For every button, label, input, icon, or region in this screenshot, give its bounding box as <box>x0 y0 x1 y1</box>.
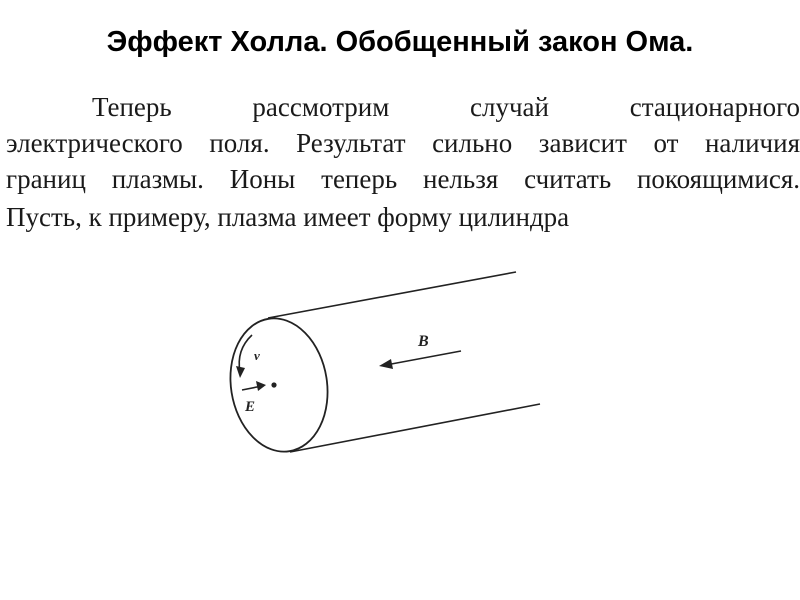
center-dot <box>271 382 276 387</box>
magnetic-field-arrow <box>386 351 461 365</box>
velocity-arrowhead <box>236 366 245 378</box>
paragraph-line-2: электрического поля. Результат сильно зависит от наличия <box>6 128 800 158</box>
paragraph-line-4: Пусть, к примеру, плазма имеет форму цилиндра <box>6 202 570 232</box>
cylinder-bottom-edge <box>290 404 540 452</box>
cylinder-front-face <box>221 311 337 458</box>
slide-title: Эффект Холла. Обобщенный закон Ома. <box>106 26 694 58</box>
label-e: E <box>245 399 256 415</box>
label-b: B <box>418 333 429 350</box>
cylinder-top-edge <box>268 272 516 318</box>
paragraph-line-3: границ плазмы. Ионы теперь нельзя считать покоящимися. <box>6 164 800 194</box>
paragraph-line-1: Теперь рассмотрим случай стационарного <box>92 92 800 122</box>
plasma-cylinder-figure <box>220 262 560 462</box>
velocity-arrow <box>239 335 252 372</box>
magnetic-field-arrowhead <box>379 359 393 369</box>
label-v: v <box>254 348 260 363</box>
electric-field-arrowhead <box>256 381 266 391</box>
